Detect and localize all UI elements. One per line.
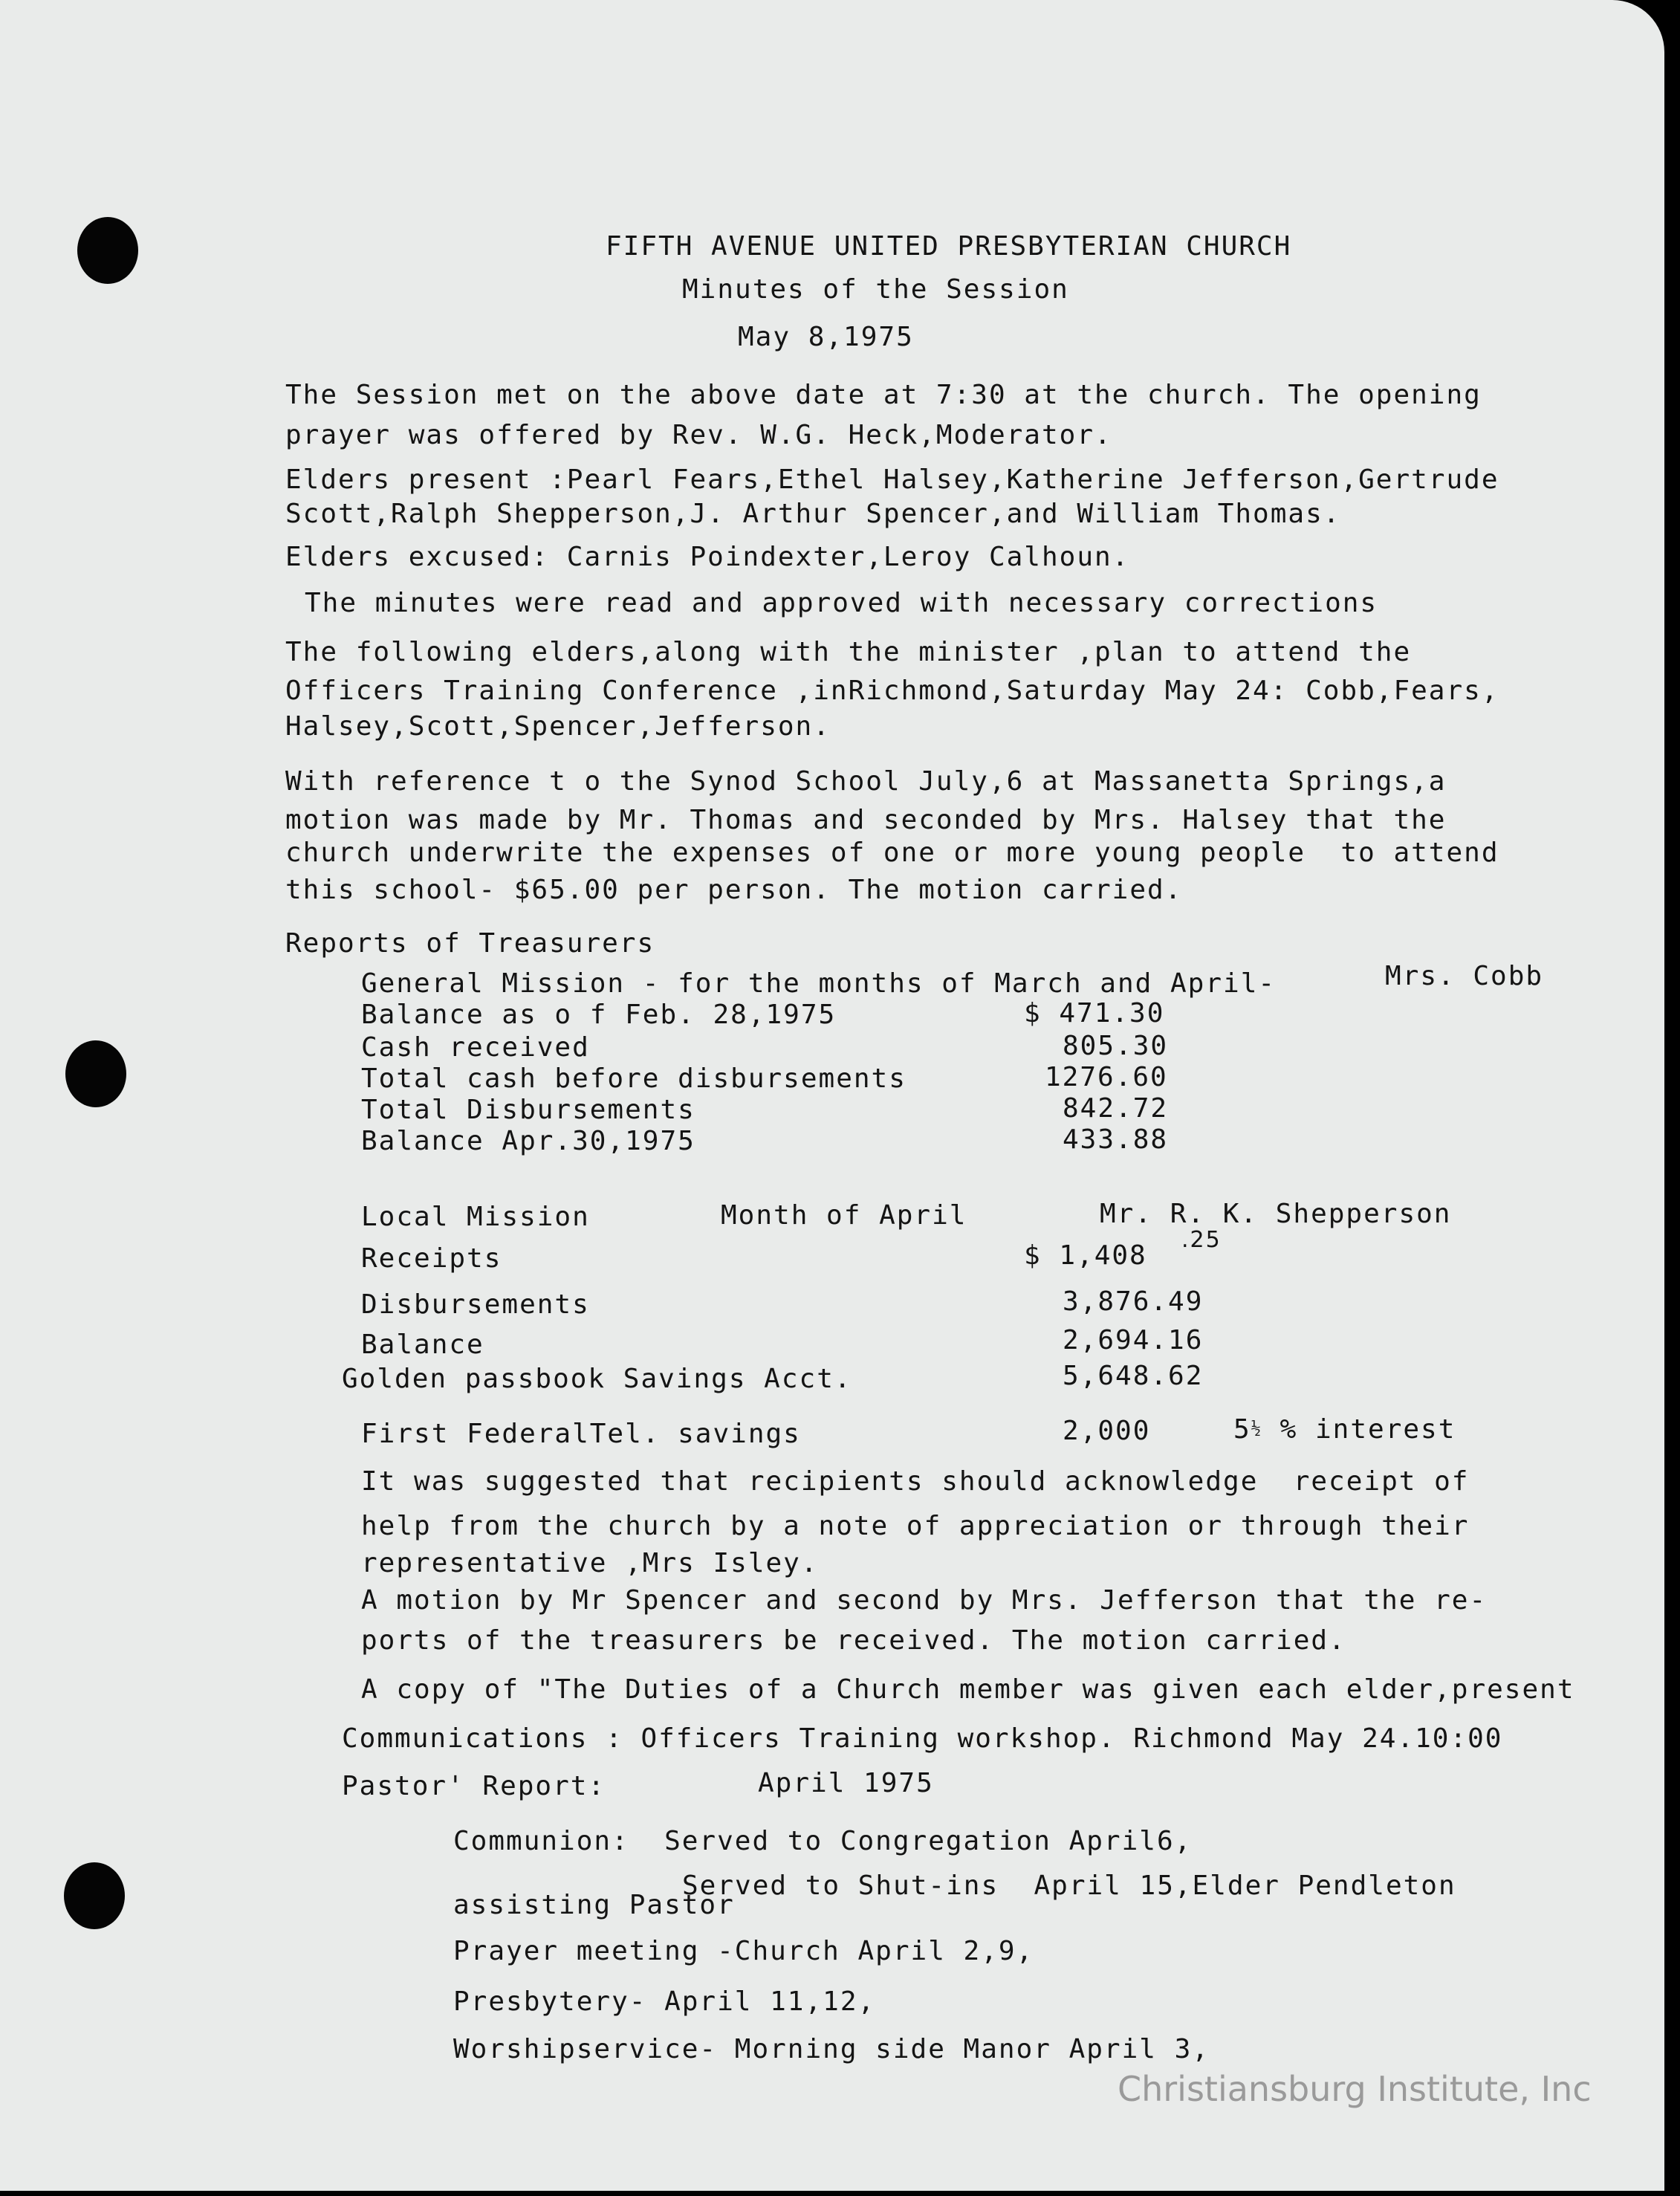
- disbursements-label: Disbursements: [361, 1289, 590, 1320]
- federal-savings-value: 2,000: [1063, 1416, 1151, 1446]
- opening-line-2: prayer was offered by Rev. W.G. Heck,Moderator.: [285, 420, 1112, 450]
- interest-fraction: ½: [1251, 1419, 1262, 1438]
- balance-label: Balance: [361, 1329, 484, 1360]
- duties-copy-line: A copy of "The Duties of a Church member was given each elder,present: [361, 1674, 1575, 1705]
- gm-row-label: Total cash before disbursements: [361, 1063, 907, 1094]
- presbytery-line: Presbytery- April 11,12,: [453, 1986, 876, 2017]
- gm-row-label: Balance as o f Feb. 28,1975: [361, 1000, 837, 1030]
- general-mission-treasurer: Mrs. Cobb: [1385, 961, 1544, 991]
- punch-hole-bottom: [64, 1862, 125, 1929]
- motion-line-2: ports of the treasurers be received. The motion carried.: [361, 1625, 1346, 1656]
- prayer-meeting-line: Prayer meeting -Church April 2,9,: [453, 1936, 1034, 1966]
- pastor-report-label: Pastor' Report:: [342, 1771, 606, 1801]
- interest-label: % interest: [1280, 1414, 1456, 1445]
- receipts-cents: .25: [1181, 1227, 1222, 1253]
- watermark: Christiansburg Institute, Inc: [1118, 2069, 1592, 2109]
- local-mission-treasurer: Mr. R. K. Shepperson: [1100, 1199, 1452, 1229]
- excused-line: Elders excused: Carnis Poindexter,Leroy Calhoun.: [285, 542, 1130, 572]
- training-line-3: Halsey,Scott,Spencer,Jefferson.: [285, 711, 831, 742]
- gm-row-label: Cash received: [361, 1032, 590, 1063]
- gm-row-value: 1276.60: [1045, 1062, 1168, 1092]
- balance-value: 2,694.16: [1063, 1325, 1204, 1356]
- church-name: FIFTH AVENUE UNITED PRESBYTERIAN CHURCH: [606, 231, 1292, 262]
- document-title: Minutes of the Session: [682, 274, 1069, 305]
- local-mission-heading: Local Mission: [361, 1202, 590, 1232]
- disbursements-value: 3,876.49: [1063, 1286, 1204, 1317]
- punch-hole-top: [77, 217, 138, 284]
- suggestion-line-1: It was suggested that recipients should acknowledge receipt of: [361, 1466, 1470, 1497]
- pastor-report-period: April 1975: [758, 1768, 934, 1798]
- training-line-1: The following elders,along with the minister ,plan to attend the: [285, 637, 1412, 667]
- synod-line-1: With reference t o the Synod School July,6 at Massanetta Springs,a: [285, 766, 1447, 797]
- training-line-2: Officers Training Conference ,inRichmond,Saturday May 24: Cobb,Fears,: [285, 676, 1499, 706]
- interest-rate: [1233, 1416, 1456, 1443]
- gm-row-label: Balance Apr.30,1975: [361, 1126, 695, 1156]
- suggestion-line-3: representative ,Mrs Isley.: [361, 1548, 819, 1578]
- federal-savings-label: First FederalTel. savings: [361, 1419, 801, 1449]
- motion-line-1: A motion by Mr Spencer and second by Mrs. Jefferson that the re-: [361, 1585, 1488, 1616]
- meeting-date: May 8,1975: [738, 322, 914, 352]
- present-line-1: Elders present :Pearl Fears,Ethel Halsey,Katherine Jefferson,Gertrude: [285, 464, 1499, 495]
- gm-row-value: 842.72: [1063, 1093, 1169, 1124]
- interest-whole: 5: [1233, 1414, 1251, 1445]
- minutes-line: The minutes were read and approved with necessary corrections: [305, 588, 1378, 618]
- communion-line-2: Served to Shut-ins April 15,Elder Pendleton: [682, 1871, 1456, 1901]
- synod-line-3: church underwrite the expenses of one or more young people to attend: [285, 838, 1499, 868]
- communion-line-1: Communion: Served to Congregation April6,: [453, 1826, 1193, 1856]
- gm-row-label: Total Disbursements: [361, 1095, 695, 1125]
- receipts-value: $ 1,408: [1024, 1240, 1147, 1271]
- golden-passbook-value: 5,648.62: [1063, 1361, 1204, 1391]
- synod-line-4: this school- $65.00 per person. The motion carried.: [285, 875, 1183, 905]
- communications-line: Communications : Officers Training workshop. Richmond May 24.10:00: [342, 1723, 1503, 1754]
- communion-line-3: assisting Pastor: [453, 1890, 735, 1920]
- gm-row-value: 433.88: [1063, 1124, 1169, 1155]
- gm-row-value: 805.30: [1063, 1031, 1169, 1061]
- general-mission-heading: General Mission - for the months of March and April-: [361, 968, 1277, 999]
- synod-line-2: motion was made by Mr. Thomas and seconded by Mrs. Halsey that the: [285, 805, 1447, 835]
- gm-row-value: $ 471.30: [1024, 998, 1165, 1029]
- opening-line-1: The Session met on the above date at 7:30 at the church. The opening: [285, 380, 1482, 410]
- golden-passbook-label: Golden passbook Savings Acct.: [342, 1364, 852, 1394]
- reports-heading: Reports of Treasurers: [285, 928, 655, 959]
- suggestion-line-2: help from the church by a note of appreciation or through their: [361, 1511, 1470, 1541]
- present-line-2: Scott,Ralph Shepperson,J. Arthur Spencer,and William Thomas.: [285, 499, 1341, 529]
- receipts-label: Receipts: [361, 1243, 502, 1274]
- punch-hole-middle: [65, 1040, 126, 1107]
- worship-service-line: Worshipservice- Morning side Manor April 3,: [453, 2034, 1210, 2064]
- local-mission-period: Month of April: [721, 1200, 967, 1231]
